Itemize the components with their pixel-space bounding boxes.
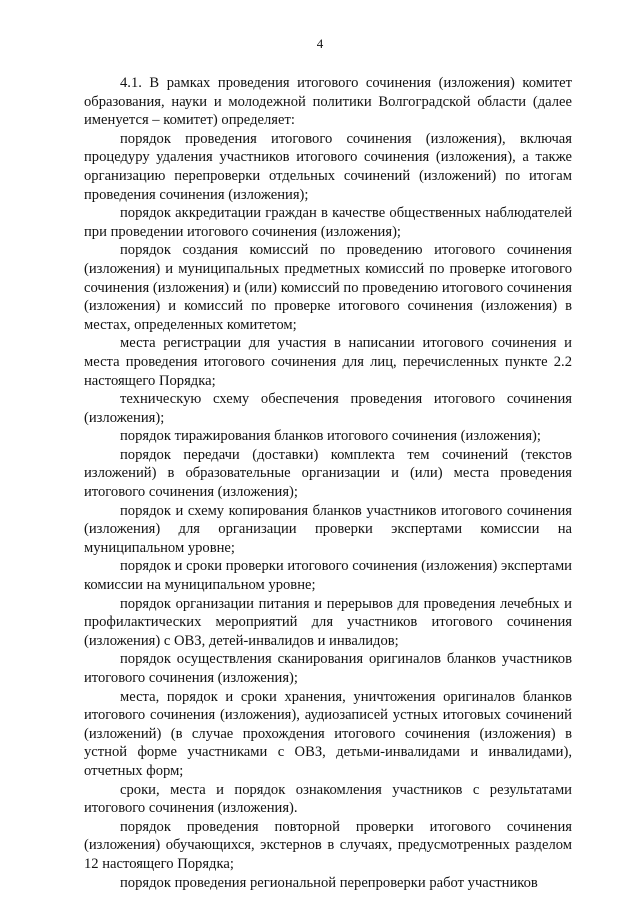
list-item: порядок аккредитации граждан в качестве общественных наблюдателей при проведении итогового сочинения (изложения);	[84, 205, 572, 240]
list-item: места регистрации для участия в написании итогового сочинения и места проведения итогового сочинения для лиц, перечисленных пункте 2.2 настоящего Порядка;	[84, 335, 572, 389]
list-item: порядок передачи (доставки) комплекта тем сочинений (текстов изложений) в образовательные организации и (или) места проведения итогового сочинения (изложения);	[84, 446, 572, 501]
paragraph-intro: 4.1. В рамках проведения итогового сочинения (изложения) комитет образования, науки и молодежной политики Волгоградской области (далее именуется – комитет) определяет:	[84, 75, 572, 129]
list-item: порядок и сроки проверки итогового сочинения (изложения) экспертами комиссии на муниципальном уровне;	[84, 558, 572, 594]
list-item: порядок проведения повторной проверки итогового сочинения (изложения) обучающихся, экстернов в случаях, предусмотренных разделом 12 настоящего Порядка;	[84, 818, 572, 872]
list-item: места, порядок и сроки хранения, уничтожения оригиналов бланков итогового сочинения (изложения), аудиозаписей устных итоговых сочинений (изложений) (в случае прохождения итогового сочинения (изложения) в устной форме участниками с ОВЗ, детьми-инвалидами и инвалидами), отчетных форм;	[84, 688, 572, 779]
list-item: порядок создания комиссий по проведению итогового сочинения (изложения) и муниципальных предметных комиссий по проверке итогового сочинения (изложения) и (или) комиссий по проведению итогового сочинения (изложения) и комиссий по проверке итогового сочинения (изложения) в местах, определенных комитетом;	[84, 242, 572, 333]
document-body	[84, 74, 572, 892]
list-item: сроки, места и порядок ознакомления участников с результатами итогового сочинения (изложения).	[84, 781, 572, 817]
list-item: порядок тиражирования бланков итогового сочинения (изложения);	[120, 428, 541, 445]
list-item: порядок осуществления сканирования оригиналов бланков участников итогового сочинения (изложения);	[84, 651, 572, 686]
list-item: порядок проведения итогового сочинения (изложения), включая процедуру удаления участников итогового сочинения (изложения), а также организацию перепроверки отдельных сочинений (изложений) по итогам проведения сочинения (изложения);	[84, 130, 572, 203]
page-number: 4	[316, 36, 324, 51]
list-item: порядок проведения региональной перепроверки работ участников	[120, 874, 538, 891]
list-item: техническую схему обеспечения проведения итогового сочинения (изложения);	[84, 391, 572, 426]
list-item: порядок организации питания и перерывов для проведения лечебных и профилактических мероприятий для участников итогового сочинения (изложения) с ОВЗ, детей-инвалидов и инвалидов;	[84, 595, 572, 649]
list-item: порядок и схему копирования бланков участников итогового сочинения (изложения) для организации проверки экспертами комиссии на муниципальном уровне;	[84, 502, 572, 556]
